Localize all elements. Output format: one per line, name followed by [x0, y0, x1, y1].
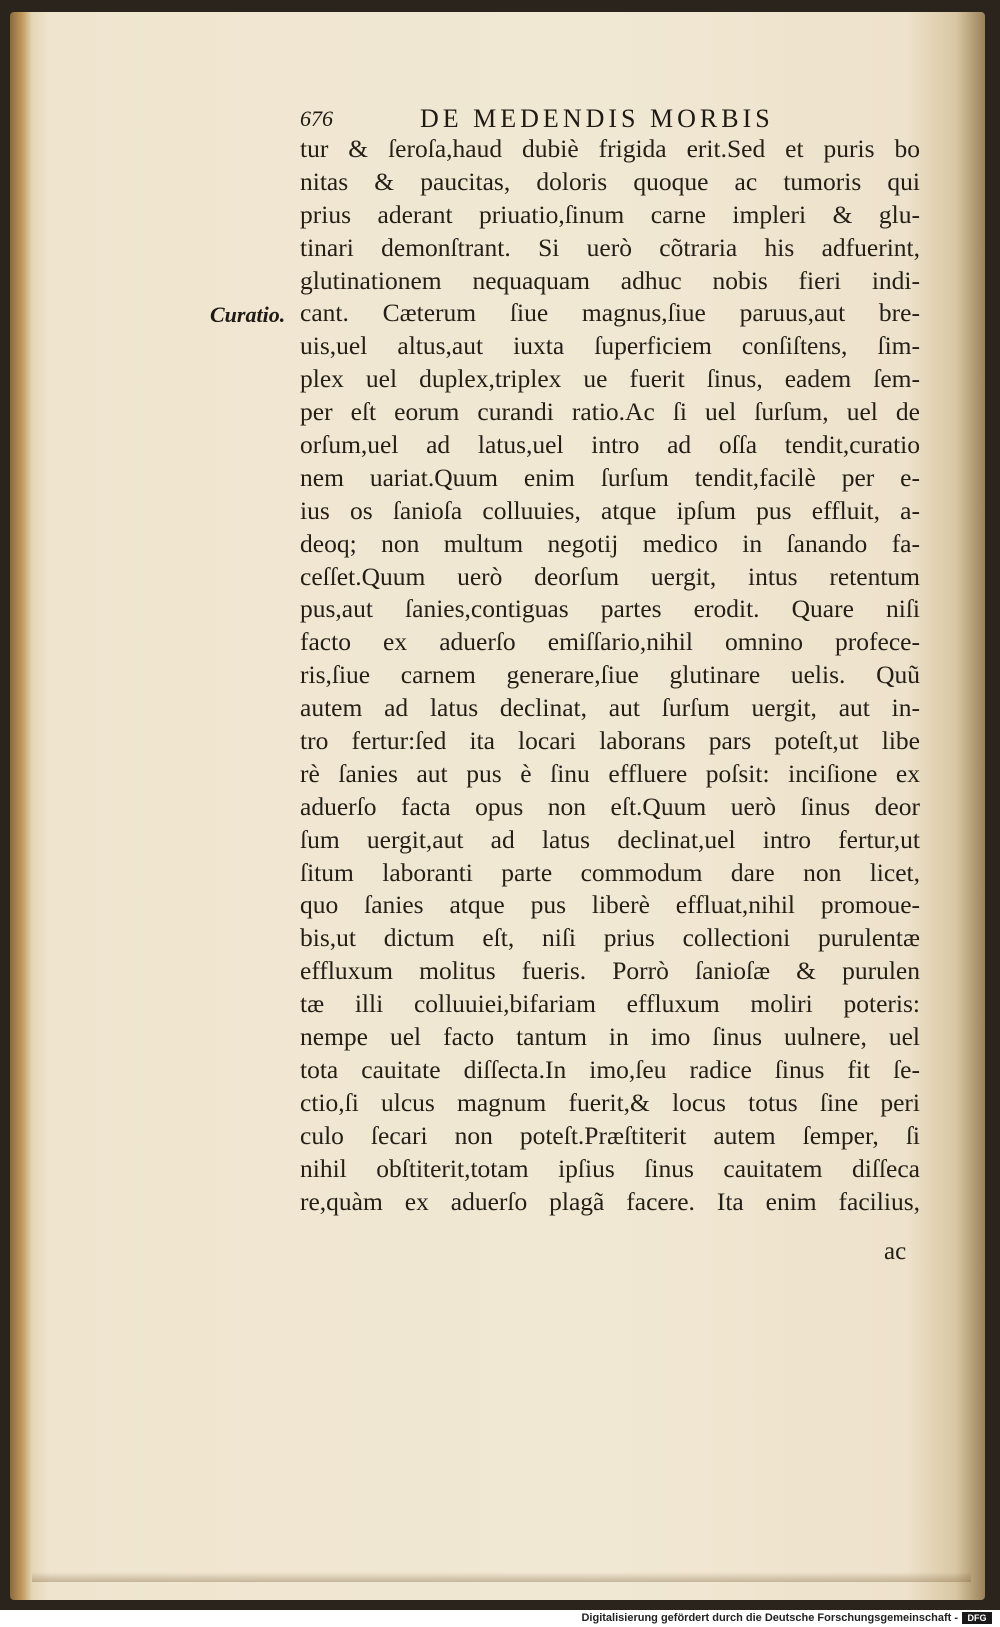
footer-credit: Digitalisierung gefördert durch die Deutsche Forschungsgemeinschaft -	[581, 1612, 958, 1624]
text-line: ctio,ſi ulcus magnum fuerit,& locus totus ſine peri	[300, 1087, 920, 1117]
text-line: autem ad latus declinat, aut ſurſum uergit, aut in-	[300, 693, 920, 723]
running-head: DE MEDENDIS MORBIS	[420, 104, 774, 133]
text-line: pus,aut ſanies,contiguas partes erodit. Quare niſi	[300, 594, 920, 624]
text-line: facto ex aduerſo emiſſario,nihil omnino profece-	[300, 627, 920, 657]
text-line: ſitum laboranti parte commodum dare non licet,	[300, 857, 920, 887]
text-line: nihil obſtiterit,totam ipſius ſinus cauitatem diſſeca	[300, 1153, 920, 1183]
text-line: glutinationem nequaquam adhuc nobis fieri indi-	[300, 265, 920, 295]
text-line: tinari demonſtrant. Si uerò cõtraria his adfuerint,	[300, 232, 920, 262]
text-line: tro fertur:ſed ita locari laborans pars poteſt,ut libe	[300, 726, 920, 756]
page-number: 676	[300, 106, 333, 131]
text-line: culo ſecari non poteſt.Præſtiterit autem ſemper, ſi	[300, 1120, 920, 1150]
text-line: re,quàm ex aduerſo plagã facere. Ita enim facilius,	[300, 1186, 920, 1216]
margin-note: Curatio.	[210, 302, 286, 327]
text-line: deoq; non multum negotij medico in ſanando fa-	[300, 528, 920, 558]
body-text	[300, 133, 920, 1218]
text-line: nitas & paucitas, doloris quoque ac tumoris qui	[300, 166, 920, 196]
text-line: tur & ſeroſa,haud dubiè frigida erit.Sed et puris bo	[300, 134, 920, 163]
text-line: ceſſet.Quum uerò deorſum uergit, intus retentum	[300, 561, 920, 591]
digitization-footer	[0, 1610, 1000, 1627]
text-line: tota cauitate diſſecta.In imo,ſeu radice ſinus fit ſe-	[300, 1054, 920, 1084]
text-line: rè ſanies aut pus è ſinu effluere poſsit: inciſione ex	[300, 758, 920, 788]
catchword: ac	[884, 1238, 907, 1265]
text-line: ris,ſiue carnem generare,ſiue glutinare uelis. Quũ	[300, 660, 920, 690]
text-line: plex uel duplex,triplex ue fuerit ſinus, eadem ſem-	[300, 364, 920, 394]
text-line: uis,uel altus,aut iuxta ſuperficiem conſiſtens, ſim-	[300, 331, 920, 361]
dfg-logo: DFG	[962, 1612, 992, 1624]
text-line: nempe uel facto tantum in imo ſinus uulnere, uel	[300, 1022, 920, 1052]
text-line: quo ſanies atque pus liberè effluat,nihil promoue-	[300, 890, 920, 920]
text-line: bis,ut dictum eſt, niſi prius collectioni purulentæ	[300, 923, 920, 953]
text-line: orſum,uel ad latus,uel intro ad oſſa tendit,curatio	[300, 430, 920, 460]
text-line: nem uariat.Quum enim ſurſum tendit,facilè per e-	[300, 462, 920, 492]
text-line: effluxum molitus fueris. Porrò ſanioſæ & purulen	[300, 956, 920, 986]
text-line: ius os ſanioſa colluuies, atque ipſum pus effluit, a-	[300, 495, 920, 525]
text-line: tæ illi colluuiei,bifariam effluxum moliri poteris:	[300, 989, 920, 1019]
text-line: per eſt eorum curandi ratio.Ac ſi uel ſurſum, uel de	[300, 397, 920, 427]
text-line: ſum uergit,aut ad latus declinat,uel intro fertur,ut	[300, 824, 920, 854]
text-line: cant. Cæterum ſiue magnus,ſiue paruus,aut bre-	[300, 298, 920, 328]
text-line: prius aderant priuatio,ſinum carne impleri & glu-	[300, 199, 920, 229]
text-line: aduerſo facta opus non eſt.Quum uerò ſinus deor	[300, 791, 920, 821]
